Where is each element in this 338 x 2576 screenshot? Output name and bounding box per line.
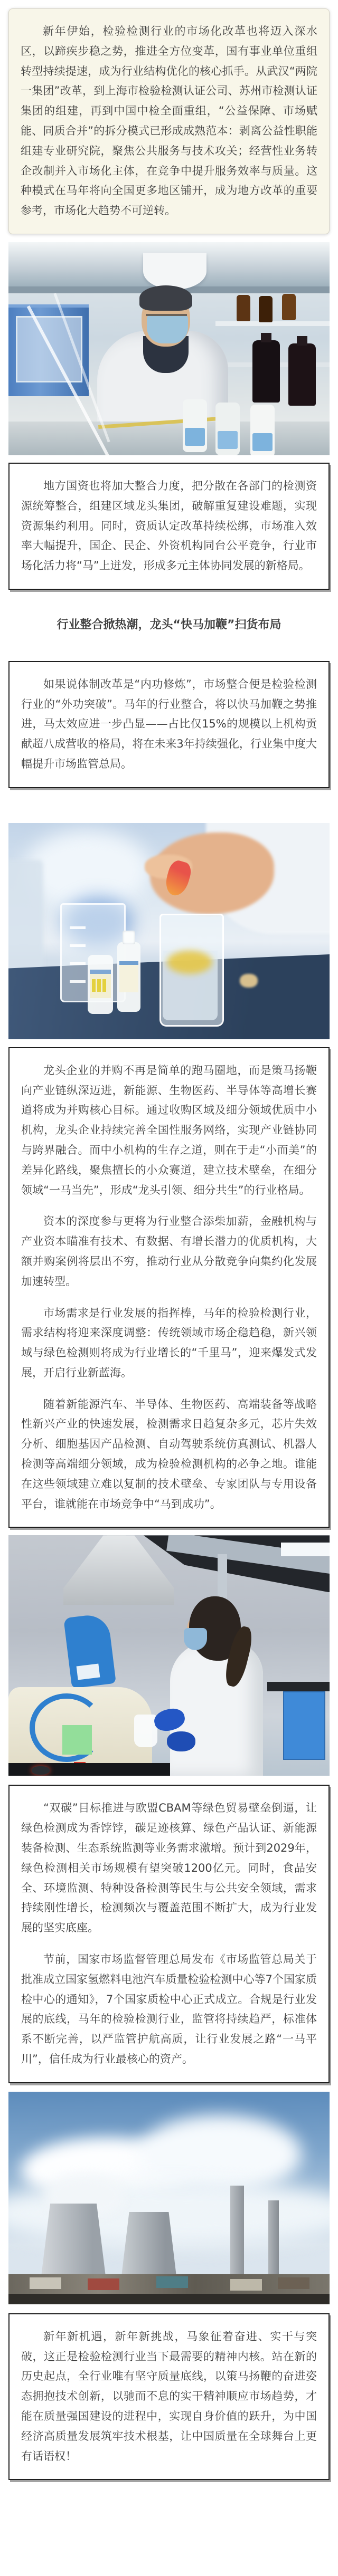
photo2-bottle2-label <box>119 961 138 992</box>
paragraph-box-4 <box>8 1047 330 1528</box>
photo1-lamp-shade <box>143 253 206 290</box>
photo4-cooling-tower-1 <box>41 2204 106 2276</box>
paragraph-box-5 <box>8 1785 330 2083</box>
photo4-chimney-1 <box>230 2186 244 2275</box>
section-heading: 行业整合掀热潮，龙头“快马加鞭”扫货布局 <box>57 618 281 631</box>
photo1-amber-bottles <box>237 295 250 321</box>
photo2-bottle2-cap <box>123 931 135 944</box>
photo3-ceiling-light <box>281 1543 330 1556</box>
paragraph-box-3 <box>8 661 330 788</box>
paragraph-3: 如果说体制改革是“内功修炼”，市场整合便是检验检测行业的“外功突破”。马年的行业整合，将以快马加鞭之势推进，马太效应进一步凸显——占比仅15%的规模以上机构贡献超八成营收的格局，将在未来3年持续强化，行业集中度大幅提升市场监管总局。 <box>21 677 317 770</box>
photo2-cork <box>240 974 258 988</box>
paragraph-4: 龙头企业的并购不再是简单的跑马圈地，而是策马扬鞭向产业链纵深迈进，新能源、生物医药、半导体等高增长赛道将成为并购核心目标。通过收购区域及细分领域优质中小机构，龙头企业持续完善全国性服务网络，实现产业链协同与跨界融合。而中小机构的生存之道，则在于走“小而美”的差异化路线，聚焦擅长的小众赛道，建立技术壁垒，在细分领域“一马当先”，形成“龙头引领、细分共生”的行业格局。 <box>21 1064 317 1196</box>
photo4-cooling-tower-2 <box>121 2212 176 2276</box>
photo1-face-mask <box>147 314 188 343</box>
photo2-yellow-swirl <box>167 951 212 974</box>
paragraph-7: 随着新能源汽车、半导体、生物医药、高端装备等战略性新兴产业的快速发展，检测需求日趋复杂多元，芯片失效分析、细胞基因产品检测、自动驾驶系统仿真测试、机器人检测等高端细分领域，成为检验检测机构的必争之地。谁能在这些领域建立难以复制的技术壁垒、专家团队与专用设备平台，谁就能在市场竞争中“马到成功”。 <box>21 1397 317 1510</box>
photo1-counter <box>8 422 330 455</box>
photo-reagent-dropper <box>8 823 330 1039</box>
photo4-ground <box>8 2294 330 2304</box>
photo3-lab-coat <box>170 1642 263 1776</box>
paragraph-10: 新年新机遇，新年新挑战，马象征着奋进、实干与突破，这正是检验检测行业当下最需要的精神内核。站在新的历史起点，全行业唯有坚守质量底线，以策马扬鞭的奋进姿态拥抱技术创新，以驰而不息的实干精神顺应市场趋势，才能在质量强国建设的进程中，实现自身价值的跃升，为中国经济高质量发展筑牢技术根基，让中国质量在全球舞台上更有话语权！ <box>21 2330 317 2463</box>
photo1-bottle-caps <box>261 333 271 342</box>
paragraph-5: 资本的深度参与更将为行业整合添柴加薪，金融机构与产业资本瞄准有技术、有数据、有增长潜力的优质机构，大额并购案例将层出不穷，推动行业从分散竞争向集约化发展加速转型。 <box>21 1215 317 1288</box>
photo4-chimney-2 <box>268 2200 279 2275</box>
photo3-green-sticker <box>62 1725 92 1755</box>
photo4-building-facades <box>30 2277 61 2289</box>
paragraph-2: 地方国资也将加大整合力度，把分散在各部门的检测资源统筹整合，组建区域龙头集团，破解重复建设难题，实现资源集约利用。同时，资质认定改革持续松绑，市场准入效率大幅提升，国企、民企、外资机构同台公平竞争，行业市场化活力将“马”上迸发，形成多元主体协同发展的新格局。 <box>21 479 317 572</box>
photo-lab-technician <box>8 242 330 455</box>
photo1-right-shelf <box>215 321 330 326</box>
photo2-beaker-graduations <box>70 926 86 929</box>
photo3-mouse <box>32 1766 50 1775</box>
closing-paragraph-box <box>8 2313 330 2481</box>
photo3-blue-glove-2 <box>167 1731 195 1751</box>
photo1-glasses <box>146 305 187 316</box>
photo-power-plant <box>8 2092 330 2304</box>
photo2-bottle1-stripes <box>92 979 96 992</box>
paragraph-8: “双碳”目标推进与欧盟CBAM等绿色贸易壁垒倒逼，让绿色检测成为香饽饽，碳足迹核算、绿色产品认证、新能源装备检测、生态系统监测等业务需求激增。预计到2029年，绿色检测相关市场规模有望突破1200亿元。同时，食品安全、环境监测、特种设备检测等民生与公共安全领域，需求持续刚性增长，检测频次与覆盖范围不断扩大，成为行业发展的坚实底座。 <box>21 1802 317 1935</box>
paragraph-9: 节前，国家市场监督管理总局发布《市场监管总局关于批准成立国家氢燃料电池汽车质量检验检测中心等7个国家质检中心的通知》，7个国家质检中心正式成立。合规是行业发展的底线，马年的检验检测行业，监管将持续趋严，标准体系不断完善，以严监管护航高质，让行业发展之路“一马平川”，信任成为行业最核心的资产。 <box>21 1953 317 2066</box>
photo1-dark-reagent-bottles <box>252 340 280 403</box>
photo3-right-bench <box>267 1682 330 1691</box>
photo3-blue-cabinet <box>283 1691 325 1760</box>
intro-paragraph: 新年伊始，检验检测行业的市场化改革也将迈入深水区，以蹄疾步稳之势，推进全方位变革，国有事业单位重组转型持续提速，成为行业结构优化的核心抓手。从武汉“两院一集团”改革，到上海市检验检测认证公司、苏州市检测认证集团的组建，再到中国中检全面重组，“公益保障、市场赋能、同质合并”的拆分模式已形成成熟范本：剥离公益性职能组建专业研究院，聚焦公共服务与技术攻关；经营性业务转企改制并入市场化主体，在竞争中提升服务效率与质量。这种模式在马年将向全国更多地区铺开，成为地方改革的重要参考，市场化大趋势不可逆转。 <box>21 25 317 217</box>
paragraph-6: 市场需求是行业发展的指挥棒，马年的检验检测行业，需求结构将迎来深度调整：传统领域市场企稳趋稳，新兴领域与绿色检测则将成为行业增长的“千里马”，迎来爆发式发展，开启行业新蓝海。 <box>21 1306 317 1379</box>
paragraph-box-2 <box>8 463 330 590</box>
photo1-blue-labels <box>185 428 205 446</box>
intro-paragraph-box <box>8 8 330 234</box>
photo-spectrometer-lab <box>8 1535 330 1776</box>
